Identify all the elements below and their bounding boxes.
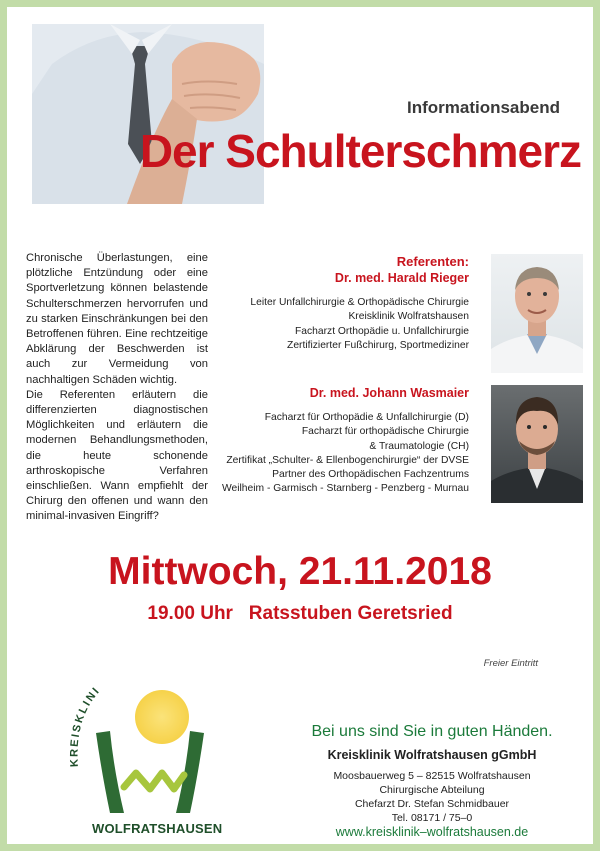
- portrait-icon: [491, 385, 583, 503]
- svg-text:KREISKLINIK: [62, 675, 103, 767]
- referent-2-line: Facharzt für orthopädische Chirurgie: [301, 426, 469, 438]
- referent-1-portrait: [491, 254, 583, 373]
- address-line: Chirurgische Abteilung: [379, 784, 485, 796]
- shoulder-photo-icon: [32, 24, 264, 204]
- referent-2-line: Weilheim - Garmisch - Starnberg - Penzberg - Murnau: [221, 483, 469, 495]
- referent-2: [222, 385, 469, 497]
- referent-1-line: Leiter Unfallchirurgie & Orthopädische Chirurgie: [250, 297, 469, 308]
- portrait-icon: [491, 254, 583, 373]
- intro-paragraph-1: Chronische Überlastungen, eine plötzliche Entzündung oder eine Sportverletzung können belastende Schulterschmerzen hervorrufen und zu starken Einschränkungen bei den Betroffenen führen. Eine rechtzeitige Abklärung der Beschwerden ist auch zur Vermeidung von nachhaltigen Schäden wichtig.: [26, 252, 208, 386]
- referents-heading: Referenten:: [396, 254, 469, 269]
- referent-1-line: Facharzt Orthopädie u. Unfallchirurgie: [295, 325, 469, 337]
- referent-2-name: Dr. med. Johann Wasmaier: [309, 386, 469, 400]
- shoulder-pain-photo: [32, 24, 264, 204]
- admission-note: Freier Eintritt: [483, 658, 538, 669]
- event-time-location: 19.00 Uhr Ratsstuben Geretsried: [147, 603, 453, 624]
- referent-2-line: Partner des Orthopädischen Fachzentrums: [272, 469, 469, 481]
- intro-text: [26, 251, 208, 525]
- slogan: Bei uns sind Sie in guten Händen.: [311, 723, 553, 740]
- referent-1-line: Zertifizierter Fußchirurg, Sportmediziner: [287, 339, 469, 351]
- referent-1-name: Dr. med. Harald Rieger: [334, 271, 469, 285]
- clinic-logo-icon: [62, 675, 222, 825]
- referent-2-portrait: [491, 385, 583, 503]
- referent-1: [250, 270, 469, 353]
- kreisklinik-logo: [62, 675, 222, 845]
- organization-name: Kreisklinik Wolfratshausen gGmbH: [327, 748, 537, 762]
- referent-2-line: & Traumatologie (CH): [369, 440, 469, 452]
- page-title: Der Schulterschmerz: [139, 125, 581, 177]
- address-line: Tel. 08171 / 75–0: [391, 812, 473, 824]
- intro-paragraph-2: Die Referenten erläutern die differenzierten diagnostischen Möglichkeiten und erläutern die modernen Behandlungsmethoden, die heute schonende arthroskopische Verfahren einschließen. Wann empfiehlt der Chirurg den offenen und wann den minimal-invasiven Eingriff?: [26, 388, 208, 523]
- referent-2-line: Zertifikat „Schulter- & Ellenbogenchirurgie“ der DVSE: [226, 454, 469, 466]
- address-line: Moosbauerweg 5 – 82515 Wolfratshausen: [333, 770, 531, 782]
- website-link[interactable]: www.kreisklinik–wolfratshausen.de: [335, 825, 529, 839]
- address-line: Chefarzt Dr. Stefan Schmidbauer: [354, 798, 510, 810]
- event-kicker: Informationsabend: [406, 98, 560, 117]
- referent-2-line: Facharzt für Orthopädie & Unfallchirurgie (D): [264, 412, 469, 423]
- logo-wordmark: WOLFRATSHAUSEN: [92, 821, 223, 836]
- event-date: Mittwoch, 21.11.2018: [108, 550, 492, 593]
- referent-1-line: Kreisklinik Wolfratshausen: [348, 311, 469, 323]
- contact-address: [287, 769, 577, 825]
- logo-arc-text: KREISKLINI: [68, 684, 103, 768]
